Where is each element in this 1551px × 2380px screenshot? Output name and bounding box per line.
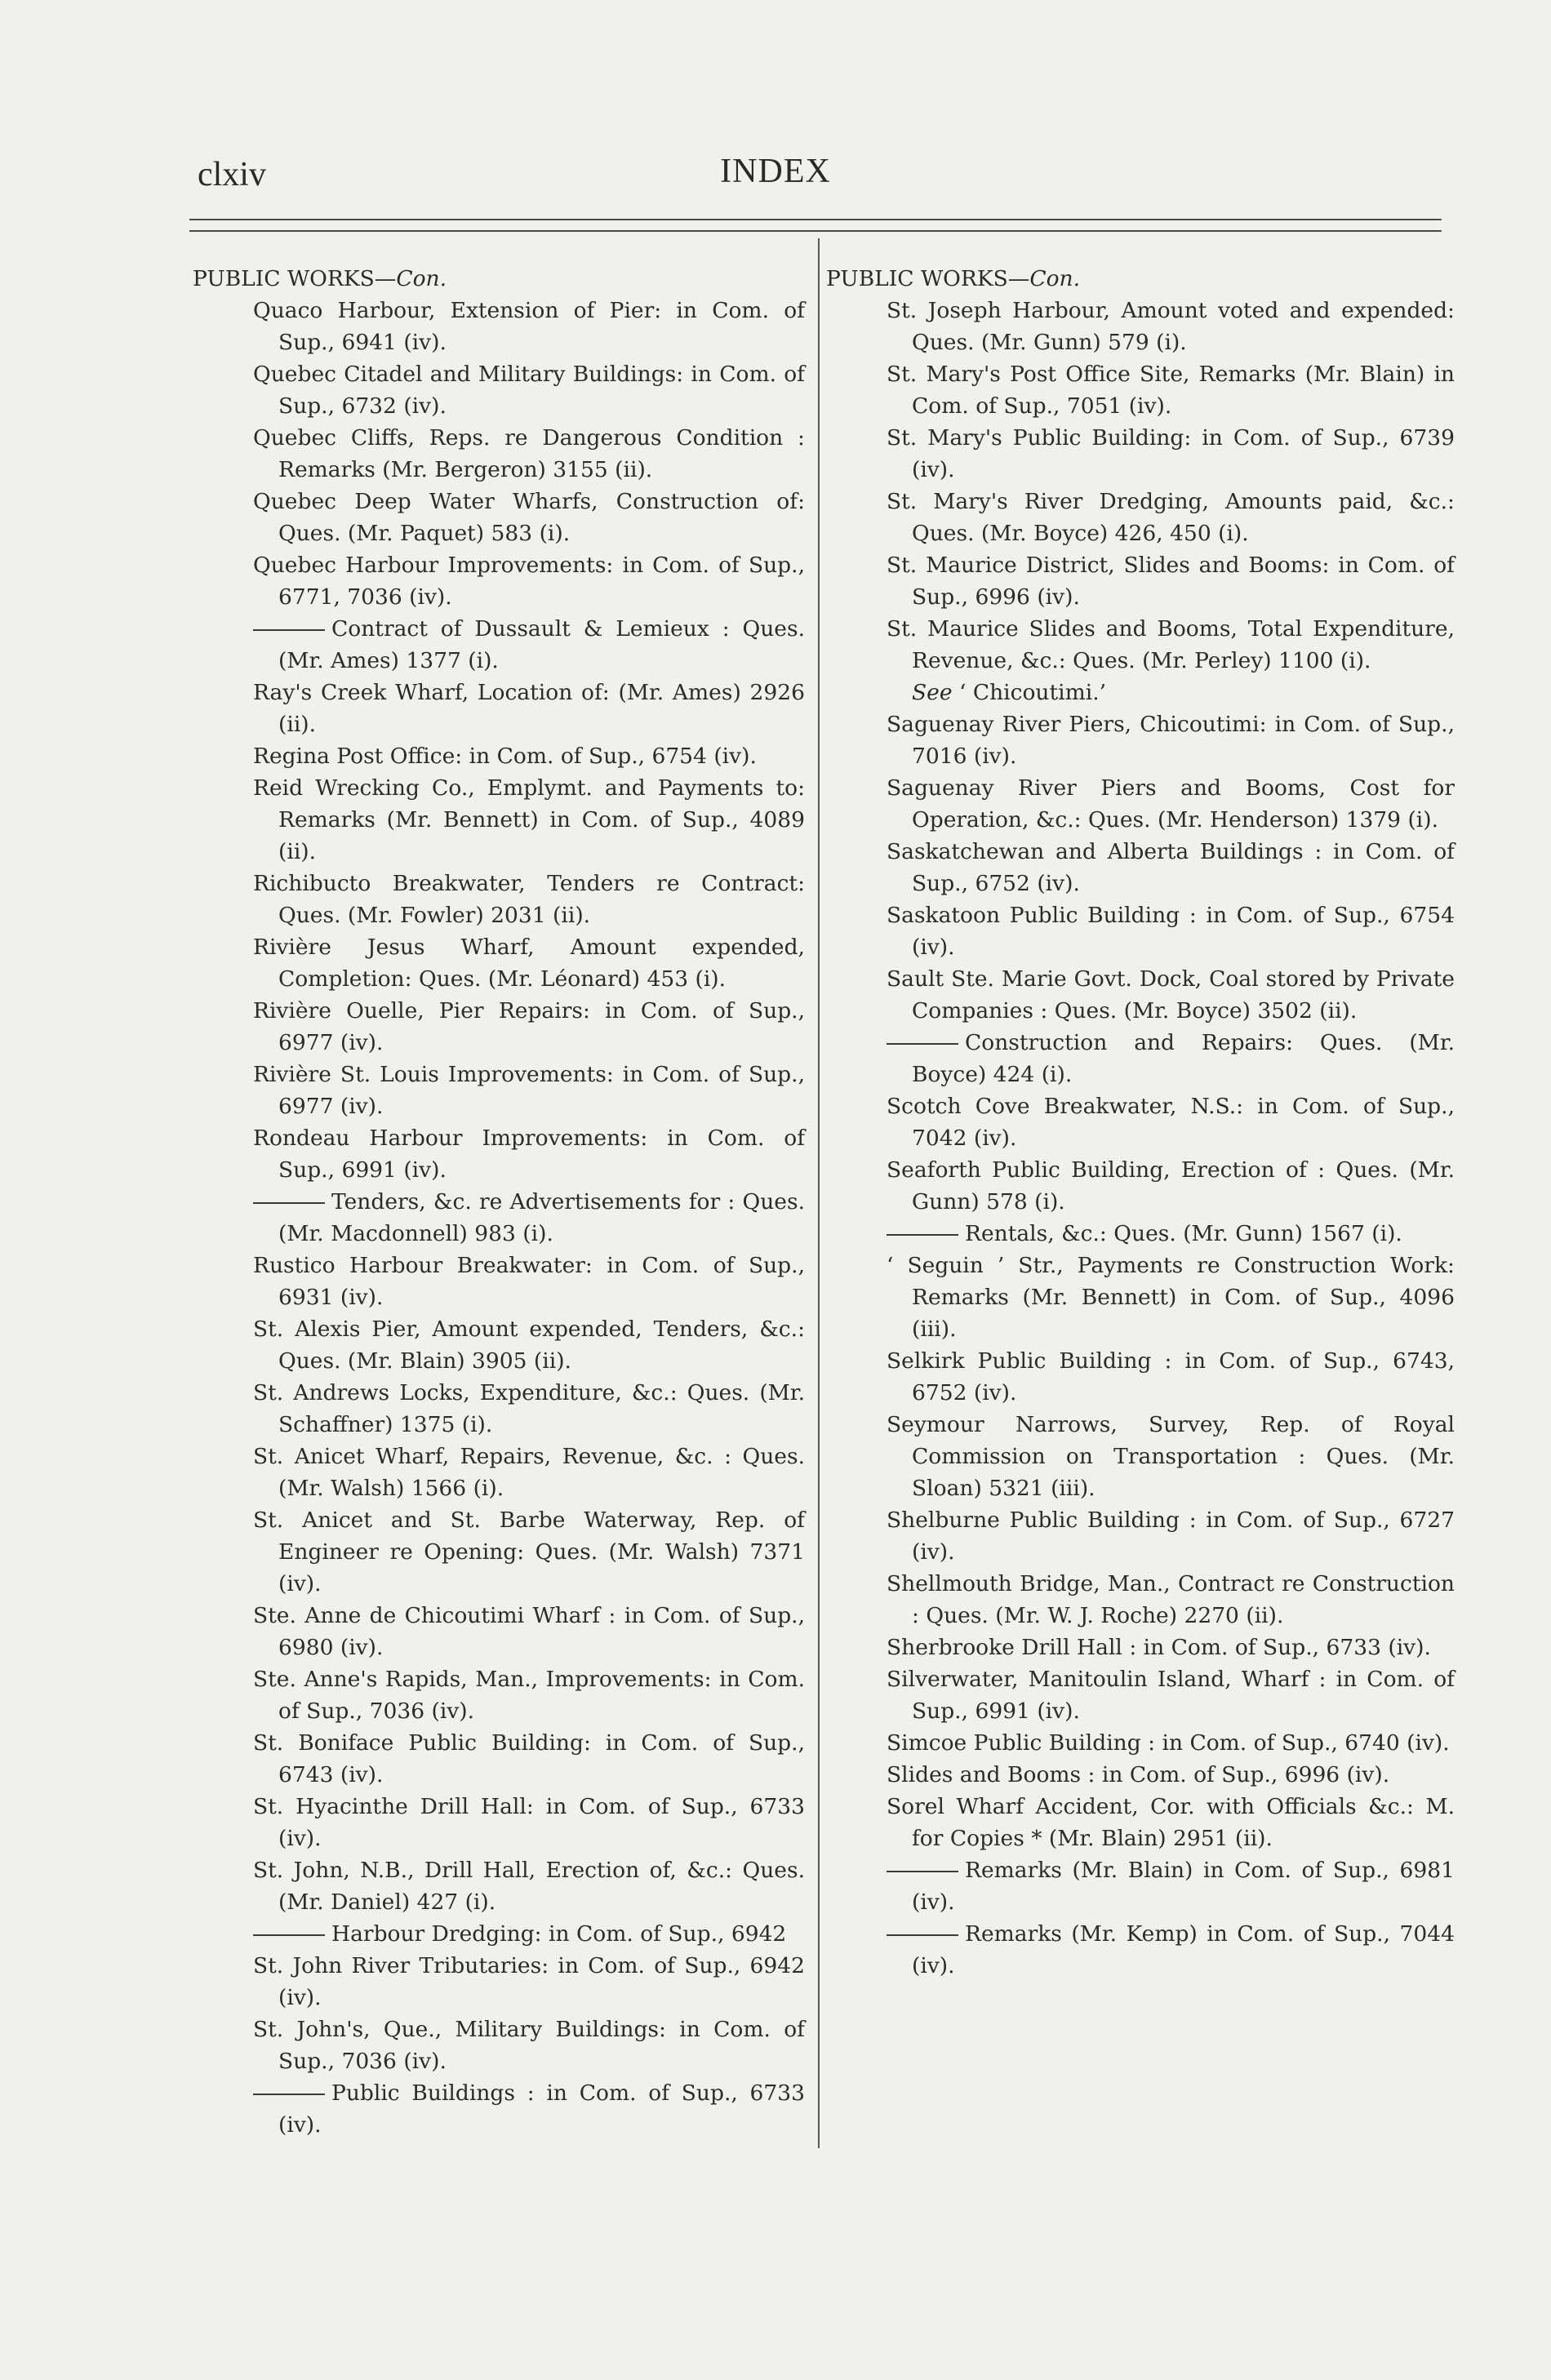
index-entry xyxy=(253,772,805,868)
index-entry xyxy=(253,1950,805,2014)
ditto-dash xyxy=(887,1043,958,1045)
entry-text: Silverwater, Manitoulin Island, Wharf : in Com. of Sup., 6991 (iv). xyxy=(887,1667,1455,1724)
ditto-dash xyxy=(887,1234,958,1236)
index-entry xyxy=(887,1663,1455,1727)
index-entry xyxy=(253,740,805,772)
section-heading-text: PUBLIC WORKS— xyxy=(193,266,397,291)
entry-text: St. Mary's River Dredging, Amounts paid, &c.: Ques. (Mr. Boyce) 426, 450 (i). xyxy=(887,489,1455,546)
index-subentry xyxy=(887,1854,1455,1918)
index-subentry xyxy=(253,1186,805,1250)
entry-text: Rondeau Harbour Improvements: in Com. of Sup., 6991 (iv). xyxy=(253,1126,805,1183)
index-subentry xyxy=(887,1027,1455,1090)
ditto-dash xyxy=(253,2094,325,2095)
entry-text: Shellmouth Bridge, Man., Contract re Construction : Ques. (Mr. W. J. Roche) 2270 (ii). xyxy=(887,1571,1455,1628)
page-title: INDEX xyxy=(720,153,831,190)
index-entry xyxy=(887,899,1455,963)
index-entry xyxy=(887,549,1455,613)
index-entry xyxy=(253,1600,805,1663)
entry-text: Harbour Dredging: in Com. of Sup., 6942 xyxy=(331,1921,787,1947)
column-divider xyxy=(818,238,820,2148)
index-entry xyxy=(887,836,1455,899)
entry-text: Quebec Deep Water Wharfs, Construction of: Ques. (Mr. Paquet) 583 (i). xyxy=(253,489,805,546)
entry-text: Ray's Creek Wharf, Location of: (Mr. Ames) 2926 (ii). xyxy=(253,680,805,737)
index-entry xyxy=(887,1504,1455,1568)
see-label: See xyxy=(912,680,953,705)
entry-text: Quaco Harbour, Extension of Pier: in Com. of Sup., 6941 (iv). xyxy=(253,298,805,355)
entry-text: Construction and Repairs: Ques. (Mr. Boyce) 424 (i). xyxy=(912,1030,1455,1087)
section-heading xyxy=(193,263,805,295)
entry-text: Rivière Jesus Wharf, Amount expended, Completion: Ques. (Mr. Léonard) 453 (i). xyxy=(253,935,805,992)
entry-text: St. Maurice District, Slides and Booms: in Com. of Sup., 6996 (iv). xyxy=(887,553,1455,610)
index-entry xyxy=(887,772,1455,836)
index-entry xyxy=(887,963,1455,1027)
index-entry xyxy=(253,995,805,1059)
entry-text: Quebec Citadel and Military Buildings: in Com. of Sup., 6732 (iv). xyxy=(253,362,805,419)
index-entry xyxy=(887,613,1455,677)
entry-text: Slides and Booms : in Com. of Sup., 6996 (iv). xyxy=(887,1762,1390,1787)
index-entry xyxy=(253,1377,805,1441)
entry-text: St. Joseph Harbour, Amount voted and expended: Ques. (Mr. Gunn) 579 (i). xyxy=(887,298,1455,355)
left-entry-list xyxy=(193,295,805,2141)
index-subentry xyxy=(253,2077,805,2141)
index-entry xyxy=(253,1854,805,1918)
section-heading xyxy=(826,263,1455,295)
entry-text: St. John River Tributaries: in Com. of Sup., 6942 (iv). xyxy=(253,1953,805,2010)
index-entry xyxy=(253,677,805,740)
entry-text: Saskatchewan and Alberta Buildings : in Com. of Sup., 6752 (iv). xyxy=(887,839,1455,896)
entry-text: St. Alexis Pier, Amount expended, Tenders, &c.: Ques. (Mr. Blain) 3905 (ii). xyxy=(253,1317,805,1374)
entry-text: Reid Wrecking Co., Emplymt. and Payments to: Remarks (Mr. Bennett) in Com. of Sup., 4089 (ii). xyxy=(253,775,805,864)
index-entry xyxy=(887,1409,1455,1504)
index-subentry xyxy=(887,1918,1455,1982)
page-folio: clxiv xyxy=(198,156,266,193)
header-rule-top xyxy=(189,219,1442,220)
index-entry xyxy=(887,1345,1455,1409)
entry-text: St. Hyacinthe Drill Hall: in Com. of Sup., 6733 (iv). xyxy=(253,1794,805,1851)
entry-text: ‘ Chicoutimi.’ xyxy=(958,680,1107,705)
entry-text: Sault Ste. Marie Govt. Dock, Coal stored by Private Companies : Ques. (Mr. Boyce) 3502 (ii). xyxy=(887,966,1455,1023)
entry-text: Quebec Cliffs, Reps. re Dangerous Condition : Remarks (Mr. Bergeron) 3155 (ii). xyxy=(253,425,805,482)
entry-text: Saguenay River Piers, Chicoutimi: in Com. of Sup., 7016 (iv). xyxy=(887,712,1455,769)
index-entry xyxy=(253,1313,805,1377)
entry-text: Ste. Anne de Chicoutimi Wharf : in Com. of Sup., 6980 (iv). xyxy=(253,1603,805,1660)
entry-text: Rustico Harbour Breakwater: in Com. of Sup., 6931 (iv). xyxy=(253,1253,805,1310)
entry-text: Contract of Dussault & Lemieux : Ques. (Mr. Ames) 1377 (i). xyxy=(278,616,805,673)
ditto-dash xyxy=(887,1871,958,1872)
entry-text: St. Boniface Public Building: in Com. of Sup., 6743 (iv). xyxy=(253,1730,805,1787)
index-entry xyxy=(887,1250,1455,1345)
entry-text: Shelburne Public Building : in Com. of Sup., 6727 (iv). xyxy=(887,1507,1455,1565)
index-entry xyxy=(253,1059,805,1122)
index-entry xyxy=(887,295,1455,358)
entry-text: St. Mary's Public Building: in Com. of Sup., 6739 (iv). xyxy=(887,425,1455,482)
entry-text: Saguenay River Piers and Booms, Cost for Operation, &c.: Ques. (Mr. Henderson) 1379 (i). xyxy=(887,775,1455,833)
header-rule-bottom xyxy=(189,230,1442,232)
index-entry xyxy=(253,295,805,358)
index-entry xyxy=(253,1791,805,1854)
index-entry xyxy=(253,422,805,486)
ditto-dash xyxy=(253,629,325,631)
section-heading-continued: Con. xyxy=(1029,266,1081,291)
entry-text: Public Buildings : in Com. of Sup., 6733 (iv). xyxy=(278,2080,805,2138)
index-entry xyxy=(887,1568,1455,1632)
index-entry xyxy=(887,422,1455,486)
index-entry xyxy=(253,549,805,613)
index-entry xyxy=(887,486,1455,549)
index-entry xyxy=(253,868,805,931)
left-column xyxy=(193,263,805,2141)
entry-text: Seaforth Public Building, Erection of : Ques. (Mr. Gunn) 578 (i). xyxy=(887,1157,1455,1214)
ditto-dash xyxy=(887,1934,958,1936)
index-entry xyxy=(253,1663,805,1727)
entry-text: Rivière St. Louis Improvements: in Com. of Sup., 6977 (iv). xyxy=(253,1062,805,1119)
entry-text: Quebec Harbour Improvements: in Com. of Sup., 6771, 7036 (iv). xyxy=(253,553,805,610)
entry-text: Sorel Wharf Accident, Cor. with Officials &c.: M. for Copies * (Mr. Blain) 2951 (ii). xyxy=(887,1794,1455,1851)
entry-text: St. Anicet Wharf, Repairs, Revenue, &c. : Ques. (Mr. Walsh) 1566 (i). xyxy=(253,1444,805,1501)
index-subentry xyxy=(253,613,805,677)
right-column xyxy=(826,263,1455,1982)
index-entry xyxy=(253,1441,805,1504)
ditto-dash xyxy=(253,1202,325,1204)
entry-text: Sherbrooke Drill Hall : in Com. of Sup., 6733 (iv). xyxy=(887,1635,1431,1660)
index-entry xyxy=(887,1727,1455,1759)
section-heading-text: PUBLIC WORKS— xyxy=(826,266,1030,291)
entry-text: Rentals, &c.: Ques. (Mr. Gunn) 1567 (i). xyxy=(965,1221,1402,1246)
index-entry xyxy=(887,358,1455,422)
entry-text: St. John, N.B., Drill Hall, Erection of, &c.: Ques. (Mr. Daniel) 427 (i). xyxy=(253,1858,805,1915)
index-entry xyxy=(253,1727,805,1791)
index-entry xyxy=(887,1632,1455,1663)
entry-text: St. Anicet and St. Barbe Waterway, Rep. of Engineer re Opening: Ques. (Mr. Walsh) 7371 (iv). xyxy=(253,1507,805,1596)
entry-text: Remarks (Mr. Kemp) in Com. of Sup., 7044 (iv). xyxy=(912,1921,1455,1978)
index-entry xyxy=(887,1791,1455,1854)
entry-text: St. Andrews Locks, Expenditure, &c.: Ques. (Mr. Schaffner) 1375 (i). xyxy=(253,1380,805,1437)
entry-text: Richibucto Breakwater, Tenders re Contract: Ques. (Mr. Fowler) 2031 (ii). xyxy=(253,871,805,928)
index-subentry xyxy=(253,1918,805,1950)
entry-text: Saskatoon Public Building : in Com. of Sup., 6754 (iv). xyxy=(887,903,1455,960)
entry-text: Scotch Cove Breakwater, N.S.: in Com. of Sup., 7042 (iv). xyxy=(887,1094,1455,1151)
index-entry xyxy=(253,358,805,422)
entry-text: St. Maurice Slides and Booms, Total Expenditure, Revenue, &c.: Ques. (Mr. Perley) 1100 (i). xyxy=(887,616,1455,673)
index-entry xyxy=(887,708,1455,772)
entry-text: St. Mary's Post Office Site, Remarks (Mr. Blain) in Com. of Sup., 7051 (iv). xyxy=(887,362,1455,419)
entry-text: Remarks (Mr. Blain) in Com. of Sup., 6981 (iv). xyxy=(912,1858,1455,1915)
entry-text: Tenders, &c. re Advertisements for : Ques. (Mr. Macdonnell) 983 (i). xyxy=(278,1189,805,1246)
entry-text: ‘ Seguin ’ Str., Payments re Construction Work: Remarks (Mr. Bennett) in Com. of Sup., 4096 (iii). xyxy=(887,1253,1455,1342)
section-heading-continued: Con. xyxy=(396,266,447,291)
index-entry xyxy=(253,2014,805,2077)
index-entry xyxy=(253,931,805,995)
entry-text: Rivière Ouelle, Pier Repairs: in Com. of Sup., 6977 (iv). xyxy=(253,998,805,1055)
entry-text: Selkirk Public Building : in Com. of Sup., 6743, 6752 (iv). xyxy=(887,1348,1455,1405)
index-entry xyxy=(253,1122,805,1186)
index-entry xyxy=(887,1154,1455,1218)
entry-text: Seymour Narrows, Survey, Rep. of Royal Commission on Transportation : Ques. (Mr. Sloan) 5321 (iii). xyxy=(887,1412,1455,1501)
index-entry xyxy=(253,486,805,549)
index-subentry xyxy=(887,1218,1455,1250)
right-entry-list xyxy=(826,295,1455,1982)
index-cross-reference xyxy=(887,677,1455,708)
index-entry xyxy=(253,1250,805,1313)
index-entry xyxy=(887,1090,1455,1154)
index-entry xyxy=(253,1504,805,1600)
ditto-dash xyxy=(253,1934,325,1936)
index-entry xyxy=(887,1759,1455,1791)
entry-text: Simcoe Public Building : in Com. of Sup., 6740 (iv). xyxy=(887,1730,1450,1756)
entry-text: Ste. Anne's Rapids, Man., Improvements: in Com. of Sup., 7036 (iv). xyxy=(253,1667,805,1724)
entry-text: Regina Post Office: in Com. of Sup., 6754 (iv). xyxy=(253,744,757,769)
entry-text: St. John's, Que., Military Buildings: in Com. of Sup., 7036 (iv). xyxy=(253,2017,805,2074)
